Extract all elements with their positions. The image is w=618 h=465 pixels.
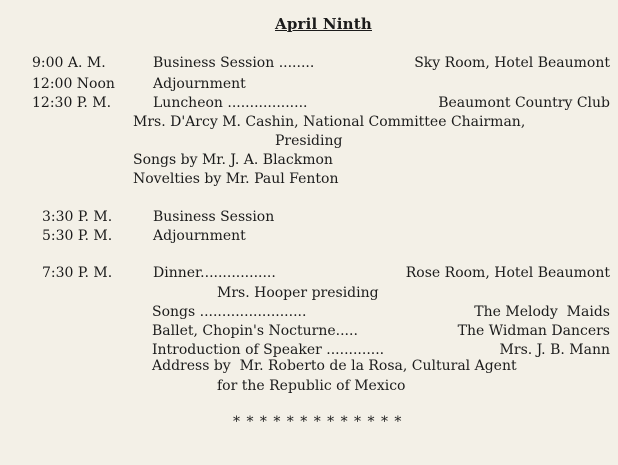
luncheon-note: Presiding	[275, 133, 343, 149]
page-title: April Ninth	[275, 15, 372, 33]
time-label: 12:30 P. M.	[32, 95, 112, 111]
luncheon-note: Songs by Mr. J. A. Blackmon	[133, 152, 333, 168]
program-performer: The Widman Dancers	[457, 323, 610, 339]
program-performer: Mrs. J. B. Mann	[499, 342, 610, 358]
venue-label: Beaumont Country Club	[438, 95, 610, 111]
address-line: for the Republic of Mexico	[217, 378, 406, 394]
time-label: 7:30 P. M.	[42, 265, 113, 281]
time-label: 3:30 P. M.	[42, 209, 113, 225]
event-label: Business Session ........	[153, 55, 315, 71]
event-label: Luncheon ..................	[153, 95, 308, 111]
program-performer: The Melody Maids	[474, 304, 610, 320]
address-line: Address by Mr. Roberto de la Rosa, Cultural Agent	[152, 358, 517, 374]
event-label: Adjournment	[153, 228, 246, 244]
program-item: Introduction of Speaker .............	[152, 342, 385, 358]
time-label: 5:30 P. M.	[42, 228, 113, 244]
venue-label: Sky Room, Hotel Beaumont	[414, 55, 610, 71]
event-label: Dinner.................	[153, 265, 276, 281]
program-item: Songs ........................	[152, 304, 307, 320]
luncheon-note: Mrs. D'Arcy M. Cashin, National Committee Chairman,	[133, 114, 526, 130]
venue-label: Rose Room, Hotel Beaumont	[405, 265, 610, 281]
event-label: Business Session	[153, 209, 275, 225]
event-label: Adjournment	[153, 76, 246, 92]
time-label: 12:00 Noon	[32, 76, 115, 92]
time-label: 9:00 A. M.	[32, 55, 106, 71]
dinner-presiding: Mrs. Hooper presiding	[217, 285, 379, 301]
program-item: Ballet, Chopin's Nocturne.....	[152, 323, 358, 339]
star-divider: * * * * * * * * * * * * *	[233, 414, 403, 430]
luncheon-note: Novelties by Mr. Paul Fenton	[133, 171, 339, 187]
